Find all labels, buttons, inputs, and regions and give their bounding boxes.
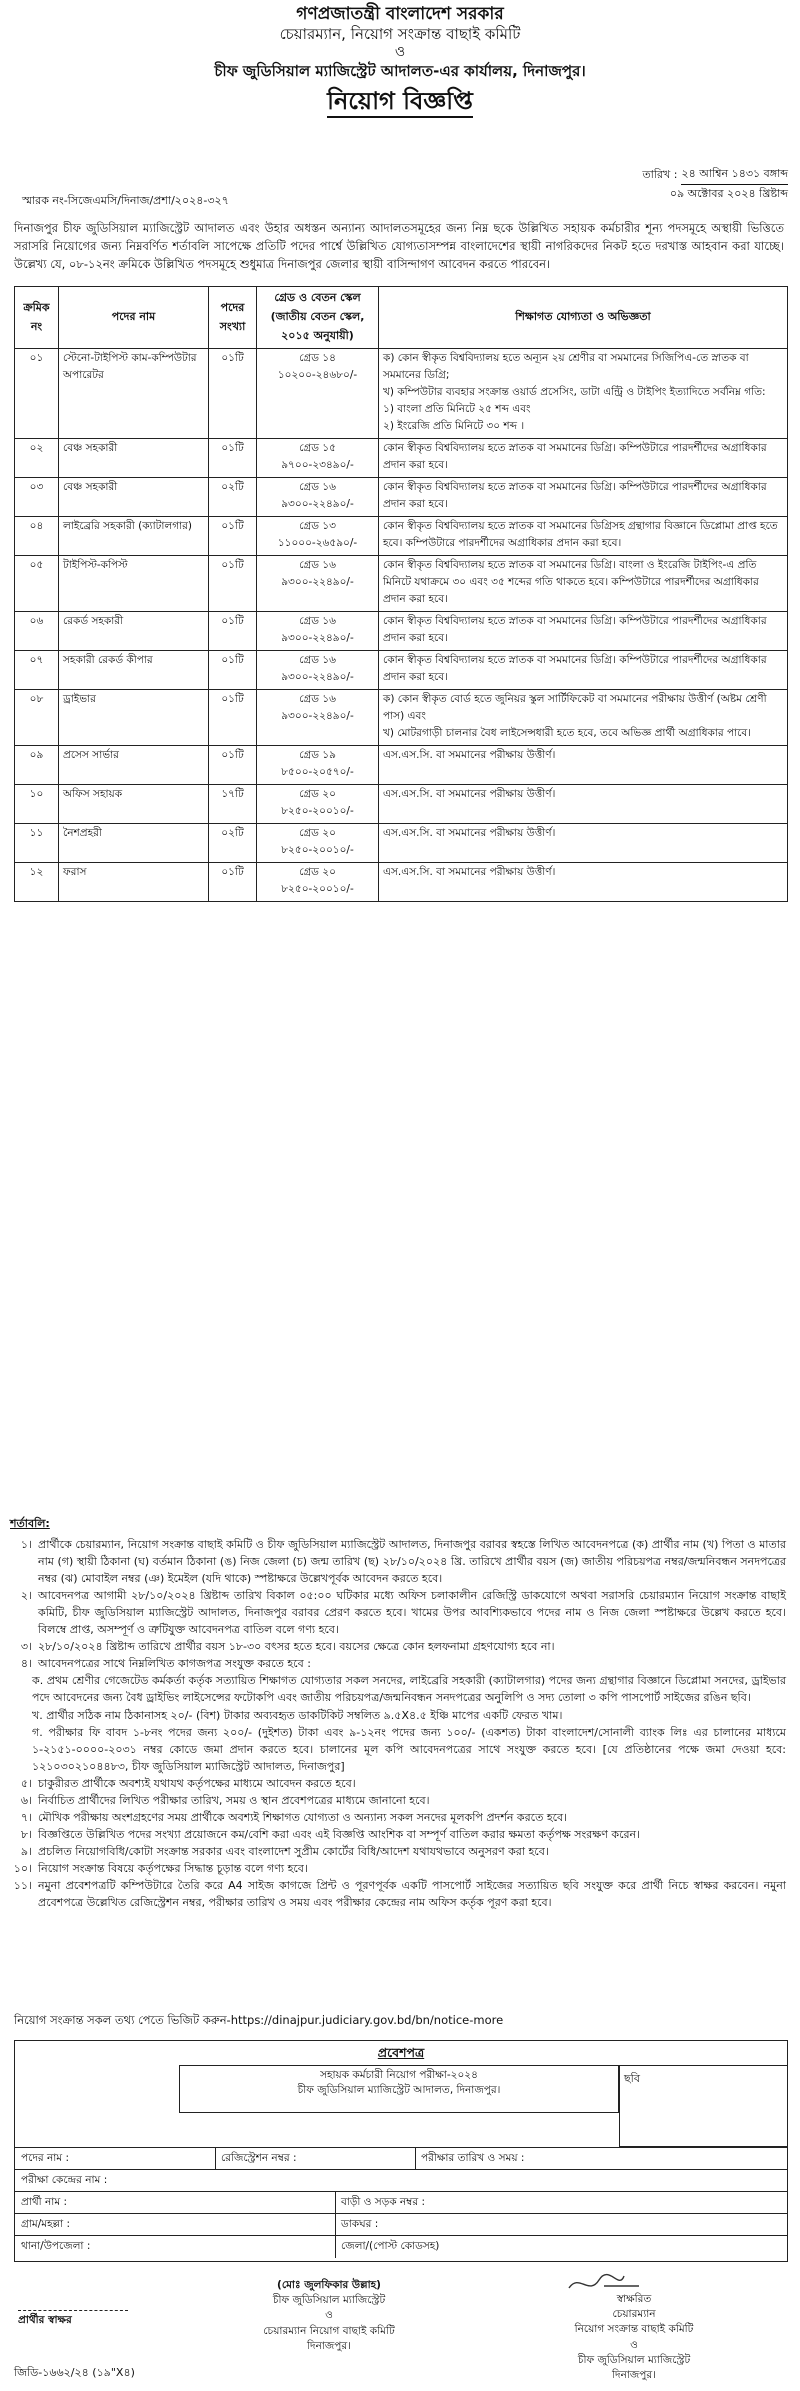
- table-row: [15, 746, 788, 785]
- cell-grade: [257, 349, 379, 439]
- cell-grade-text: গ্রেড ২০: [299, 866, 336, 878]
- cell-post-text: সহকারী রেকর্ড কীপার: [63, 654, 153, 666]
- cell-grade: [257, 690, 379, 746]
- condition-number: ১।: [20, 1538, 32, 1552]
- cell-post-text: লাইব্রেরি সহকারী (ক্যাটালগার): [63, 520, 193, 532]
- date-label: তারিখ :: [642, 167, 678, 181]
- cell-count-text: ০২টি: [221, 481, 244, 493]
- handwritten-signature-icon: [564, 2268, 644, 2298]
- cell-grade-text: গ্রেড ১৬: [299, 615, 336, 627]
- col-qualification: শিক্ষাগত যোগ্যতা ও অভিজ্ঞতা: [379, 287, 788, 349]
- signatory-title-1: চীফ জুডিসিয়াল ম্যাজিস্ট্রেট: [272, 2294, 386, 2307]
- cell-count-text: ০১টি: [221, 559, 244, 571]
- cell-post: [59, 439, 209, 478]
- condition-text: প্রচলিত নিয়োগবিধি/কোটা সংক্রান্ত সরকার এবং বাংলাদেশ সুপ্রীম কোর্টের বিধি/আদেশ যথাযথভাবে অনুসরণ করা হবে।: [38, 1844, 549, 1858]
- condition-item: [10, 1792, 786, 1809]
- condition-item: [10, 1826, 786, 1843]
- cell-post-text: অফিস সহায়ক: [63, 788, 123, 800]
- cell-grade-text: ৯৩০০-২২৪৯০/-: [281, 671, 354, 683]
- committee-name: চেয়ারম্যান, নিয়োগ সংক্রান্ত বাছাই কমিটি: [279, 25, 521, 44]
- cell-qualification-text: কোন স্বীকৃত বিশ্ববিদ্যালয় হতে স্নাতক বা সমমানের ডিগ্রি। কম্পিউটারে পারদর্শীদের অগ্রাধিকার প্রদান করা হবে।: [383, 442, 767, 471]
- cell-post: [59, 785, 209, 824]
- condition-subitem: ক. প্রথম শ্রেণীর গেজেটেড কর্মকর্তা কর্তৃক সত্যায়িত শিক্ষাগত যোগ্যতার সকল সনদের, লাইব্রেরি সহকারী (ক্যাটালগার) পদের জন্য গ্রন্থাগার বিজ্ঞানে ডিপ্লোমা সনদের, ড্রাইভার পদে আবেদনের জন্য বৈধ ড্রাইভিং লাইসেন্সের ফটোকপি এবং জাতীয় পরিচয়পত্র/জন্মনিবন্ধন সনদপত্রের অনুলিপি ও সদ্য তোলা ৩ কপি পাসপোর্ট সাইজের রঙিন ছবি।: [32, 1674, 786, 1705]
- cell-count: [209, 556, 257, 612]
- cell-grade-text: ১০২০০-২৪৬৮০/-: [277, 369, 358, 381]
- cell-qualification-text: ক) কোন স্বীকৃত বোর্ড হতে জুনিয়র স্কুল সার্টিফিকেট বা সমমানের পরীক্ষায় উত্তীর্ণ (অষ্টম শ্রেণী পাস) এবং খ) মোটরগাড়ী চালনার বৈধ লাইসেন্সধারী হতে হবে, তবে অভিজ্ঞ প্রার্থী অগ্রাধিকার পাবে।: [383, 693, 767, 739]
- condition-number: ৭।: [20, 1810, 32, 1824]
- admit-name-label: প্রার্থী নাম :: [21, 2196, 68, 2208]
- cell-serial-text: ০৩: [29, 481, 44, 493]
- notice-title: নিয়োগ বিজ্ঞপ্তি: [327, 86, 473, 118]
- condition-text: চাকুরীরত প্রার্থীকে অবশ্যই যথাযথ কর্তৃপক্ষের মাধ্যমে আবেদন করতে হবে।: [38, 1776, 356, 1790]
- cell-serial: [15, 785, 59, 824]
- admit-photo-label: ছবি: [624, 2072, 640, 2085]
- cell-grade-text: গ্রেড ১৬: [299, 693, 336, 705]
- cell-qualification-text: ক) কোন স্বীকৃত বিশ্ববিদ্যালয় হতে অন্যূন ২য় শ্রেণীর বা সমমানের সিজিপিএ-তে স্নাতক বা সমমানের ডিগ্রি; খ) কম্পিউটার ব্যবহার সংক্রান্ত ওয়ার্ড প্রসেসিং, ডাটা এন্ট্রি ও টাইপিং ইত্যাদিতে সর্বনিম্ন গতি: ১) বাংলা প্রতি মিনিটে ২৫ শব্দ এবং ২) ইংরেজি প্রতি মিনিটে ৩০ শব্দ ।: [383, 352, 766, 432]
- cell-serial-text: ০৮: [29, 693, 44, 705]
- cell-count: [209, 824, 257, 863]
- condition-item: [10, 1775, 786, 1792]
- chairman-title-5: দিনাজপুর।: [612, 2369, 656, 2382]
- cell-grade-text: গ্রেড ১৪: [299, 352, 336, 364]
- cell-count-text: ০১টি: [221, 442, 244, 454]
- condition-text: ২৮/১০/২০২৪ খ্রিষ্টাব্দ তারিখে প্রার্থীর বয়স ১৮-৩০ বৎসর হতে হবে। বয়সের ক্ষেত্রে কোন হলফনামা গ্রহণযোগ্য হবে না।: [38, 1640, 555, 1654]
- cell-serial: [15, 612, 59, 651]
- cell-serial-text: ০২: [29, 442, 44, 454]
- condition-text: মৌখিক পরীক্ষায় অংশগ্রহণের সময় প্রার্থীকে অবশ্যই শিক্ষাগত যোগ্যতা ও অন্যান্য সকল সনদের মূলকপি প্রদর্শন করতে হবে।: [38, 1810, 568, 1824]
- admit-exam-box: [179, 2065, 619, 2113]
- condition-text: নির্বাচিত প্রার্থীদের লিখিত পরীক্ষার তারিখ, সময় ও স্থান প্রবেশপত্রের মাধ্যমে জানানো হবে।: [38, 1793, 430, 1807]
- office-name: চীফ জুডিসিয়াল ম্যাজিস্ট্রেট আদালত-এর কার্যালয়, দিনাজপুর।: [214, 61, 586, 80]
- col-serial: ক্রমিক নং: [15, 287, 59, 349]
- admit-center-label: পরীক্ষা কেন্দ্রের নাম :: [21, 2174, 108, 2186]
- cell-grade: [257, 517, 379, 556]
- cell-qualification-text: এস.এস.সি. বা সমমানের পরীক্ষায় উত্তীর্ণ।: [383, 827, 556, 839]
- condition-number: ৩।: [20, 1640, 32, 1654]
- cell-serial: [15, 439, 59, 478]
- admit-row-center: [15, 2169, 787, 2192]
- cell-count: [209, 746, 257, 785]
- condition-number: ১০।: [13, 1861, 32, 1875]
- table-row: [15, 785, 788, 824]
- intro-paragraph: দিনাজপুর চীফ জুডিসিয়াল ম্যাজিস্ট্রেট আদালত এবং উহার অধস্তন অন্যান্য আদালতসমূহের জন্য নিম্ন ছকে উল্লিখিত সহায়ক কর্মচারীর শূন্য পদসমূহে অস্থায়ী ভিত্তিতে সরাসরি নিয়োগের জন্য নিম্নবর্ণিত শর্তাবলি সাপেক্ষে প্রতিটি পদের পার্শ্বে উল্লিখিত যোগ্যতাসম্পন্ন বাংলাদেশের স্থায়ী নাগরিকদের নিকট হতে দরখাস্ত আহবান করা যাচ্ছে। উল্লেখ্য যে, ০৮-১২নং ক্রমিকে উল্লিখিত পদসমূহে শুধুমাত্র দিনাজপুর জেলার স্থায়ী বাসিন্দাগণ আবেদন করতে পারবেন।: [14, 221, 784, 271]
- cell-grade: [257, 478, 379, 517]
- chief-judicial-signatory: [224, 2278, 434, 2354]
- date-english: ০৯ অক্টোবর ২০২৪ খ্রিষ্টাব্দ: [669, 187, 788, 200]
- cell-post-text: রেকর্ড সহকারী: [63, 615, 124, 627]
- table-header-row: [15, 287, 788, 349]
- condition-item: [10, 1638, 786, 1655]
- cell-count-text: ০১টি: [221, 749, 244, 761]
- cell-serial-text: ০১: [29, 352, 44, 364]
- condition-text: প্রার্থীকে চেয়ারম্যান, নিয়োগ সংক্রান্ত বাছাই কমিটি ও চীফ জুডিসিয়াল ম্যাজিস্ট্রেট আদালত, দিনাজপুর বরাবর স্বহস্তে লিখিত আবেদনপত্রে (ক) প্রার্থীর নাম (খ) পিতা ও মাতার নাম (গ) স্থায়ী ঠিকানা (ঘ) বর্তমান ঠিকানা (ঙ) নিজ জেলা (চ) জন্ম তারিখ (ছ) ২৮/১০/২০২৪ খ্রি. তারিখে প্রার্থীর বয়স (জ) জাতীয় পরিচয়পত্র নম্বর/জন্মনিবন্ধন সনদপত্রের নম্বর (ঝ) মোবাইল নম্বর (ঞ) ইমেইল (যদি থাকে) স্পষ্টাক্ষরে উল্লেখপূর্বক আবেদন করতে হবে।: [38, 1538, 786, 1586]
- footer-code: জিডি-১৬৬২/২৪ (১৯"X৪): [14, 2366, 135, 2379]
- cell-grade-text: ৯৭০০-২৩৪৯০/-: [281, 459, 354, 471]
- cell-count: [209, 612, 257, 651]
- cell-count-text: ০১টি: [221, 866, 244, 878]
- cell-count: [209, 478, 257, 517]
- cell-post-text: নৈশপ্রহরী: [63, 827, 102, 839]
- cell-count-text: ০১টি: [221, 693, 244, 705]
- cell-serial-text: ০৬: [29, 615, 44, 627]
- table-row: [15, 612, 788, 651]
- condition-number: ২।: [20, 1589, 32, 1603]
- website-line: নিয়োগ সংক্রান্ত সকল তথ্য পেতে ভিজিট করুন-https://dinajpur.judiciary.gov.bd/bn/notice-more: [14, 2013, 504, 2027]
- col-post: পদের নাম: [59, 287, 209, 349]
- cell-post-text: ড্রাইভার: [63, 693, 96, 705]
- cell-grade: [257, 746, 379, 785]
- cell-qualification: [379, 746, 788, 785]
- admit-exam-name: সহায়ক কর্মচারী নিয়োগ পরীক্ষা-২০২৪: [320, 2069, 478, 2081]
- table-row: [15, 439, 788, 478]
- signed-label: স্বাক্ষরিত: [616, 2293, 652, 2305]
- table-row: [15, 651, 788, 690]
- admit-row-post: [15, 2147, 787, 2170]
- admit-row-name: [15, 2191, 787, 2214]
- cell-qualification-text: কোন স্বীকৃত বিশ্ববিদ্যালয় হতে স্নাতক বা সমমানের ডিগ্রিসহ গ্রন্থাগার বিজ্ঞানে ডিপ্লোমা প্রাপ্ত হতে হবে। কম্পিউটারে পারদর্শীদের অগ্রাধিকার প্রদান করা হবে।: [383, 520, 778, 549]
- cell-count: [209, 439, 257, 478]
- vacancy-table: [14, 286, 788, 902]
- signatory-title-2: ও: [325, 2309, 333, 2322]
- cell-serial: [15, 478, 59, 517]
- cell-qualification: [379, 612, 788, 651]
- cell-qualification-text: এস.এস.সি. বা সমমানের পরীক্ষায় উত্তীর্ণ।: [383, 866, 556, 878]
- cell-count: [209, 517, 257, 556]
- col-grade: গ্রেড ও বেতন স্কেল (জাতীয় বেতন স্কেল, ২০১৫ অনুযায়ী): [257, 287, 379, 349]
- admit-thana-label: থানা/উপজেলা :: [21, 2240, 91, 2252]
- cell-qualification: [379, 785, 788, 824]
- conditions-heading: শর্তাবলি:: [10, 1517, 50, 1530]
- condition-item: [10, 1860, 786, 1877]
- condition-number: ৬।: [20, 1793, 32, 1807]
- condition-subitem: গ. পরীক্ষার ফি বাবদ ১-৮নং পদের জন্য ২০০/- (দুইশত) টাকা এবং ৯-১২নং পদের জন্য ১০০/- (একশত) টাকা বাংলাদেশ/সোনালী ব্যাংক লিঃ এর চালানের মাধ্যমে ১-২১৫১-০০০০-২০৩১ নম্বর কোডে জমা প্রদান করতে হবে। চালানের মূল কপি আবেদনপত্রের সাথে সংযুক্ত করতে হবে। [যে প্রতিষ্ঠানের পক্ষে জমা দেওয়া হবে: ১২১০৩০২১০৪৪৮৩, চীফ জুডিসিয়াল ম্যাজিস্ট্রেট আদালত, দিনাজপুর]: [32, 1725, 786, 1773]
- header-conjunction: ও: [394, 44, 406, 60]
- cell-post: [59, 478, 209, 517]
- cell-grade-text: গ্রেড ১৫: [299, 442, 336, 454]
- table-row: [15, 517, 788, 556]
- cell-count-text: ০১টি: [221, 615, 244, 627]
- condition-item: [10, 1809, 786, 1826]
- cell-serial-text: ০৭: [29, 654, 44, 666]
- admit-postoffice-label: ডাকঘর :: [341, 2218, 379, 2230]
- condition-number: ৫।: [20, 1776, 32, 1790]
- candidate-signature-label: প্রার্থীর স্বাক্ষর: [18, 2310, 128, 2330]
- cell-post: [59, 690, 209, 746]
- cell-count: [209, 785, 257, 824]
- cell-qualification: [379, 478, 788, 517]
- condition-item: [10, 1655, 786, 1672]
- admit-photo-box: [619, 2065, 787, 2147]
- admit-office: চীফ জুডিসিয়াল ম্যাজিস্ট্রেট আদালত, দিনাজপুর।: [297, 2084, 501, 2097]
- memo-number: স্মারক নং-সিজেএমসি/দিনাজ/প্রশা/২০২৪-৩২৭: [22, 194, 229, 207]
- cell-post-text: টাইপিস্ট-কপিস্ট: [63, 559, 128, 571]
- chairman-title-4: চীফ জুডিসিয়াল ম্যাজিস্ট্রেট: [577, 2353, 691, 2366]
- govt-name: গণপ্রজাতন্ত্রী বাংলাদেশ সরকার: [296, 4, 504, 24]
- admit-exam-label: পরীক্ষার তারিখ ও সময় :: [421, 2152, 525, 2164]
- cell-qualification: [379, 556, 788, 612]
- cell-grade-text: ৮২৫০-২০০১০/-: [281, 844, 354, 856]
- cell-grade-text: গ্রেড ১৬: [299, 481, 336, 493]
- condition-text: নিয়োগ সংক্রান্ত বিষয়ে কর্তৃপক্ষের সিদ্ধান্ত চূড়ান্ত বলে গণ্য হবে।: [38, 1861, 308, 1875]
- cell-serial-text: ১১: [29, 827, 44, 839]
- signatory-name: (মোঃ জুলফিকার উল্লাহ): [277, 2279, 381, 2291]
- cell-serial: [15, 349, 59, 439]
- cell-qualification: [379, 651, 788, 690]
- cell-grade: [257, 824, 379, 863]
- cell-grade-text: ৮২৫০-২০০১০/-: [281, 883, 354, 895]
- condition-text: আবেদনপত্রের সাথে নিম্নলিখিত কাগজপত্র সংযুক্ত করতে হবে :: [38, 1657, 311, 1671]
- cell-grade-text: ৯৩০০-২২৪৯০/-: [281, 632, 354, 644]
- cell-post-text: বেঞ্চ সহকারী: [63, 481, 118, 493]
- cell-grade: [257, 556, 379, 612]
- cell-grade: [257, 612, 379, 651]
- cell-grade-text: গ্রেড ১৯: [299, 749, 336, 761]
- admit-village-label: গ্রাম/মহল্লা :: [21, 2218, 71, 2230]
- cell-grade-text: গ্রেড ১৬: [299, 559, 336, 571]
- cell-qualification-text: কোন স্বীকৃত বিশ্ববিদ্যালয় হতে স্নাতক বা সমমানের ডিগ্রি। কম্পিউটারে পারদর্শীদের অগ্রাধিকার প্রদান করা হবে।: [383, 615, 767, 644]
- cell-serial: [15, 746, 59, 785]
- cell-grade-text: গ্রেড ২০: [299, 827, 336, 839]
- condition-number: ৯।: [20, 1844, 32, 1858]
- condition-subitem: খ. প্রার্থীর সঠিক নাম ঠিকানাসহ ২০/- (বিশ) টাকার অব্যবহৃত ডাকটিকিট সম্বলিত ৯.৫X৪.৫ ইঞ্চি মাপের একটি ফেরত খাম।: [32, 1708, 563, 1722]
- condition-item: [10, 1536, 786, 1587]
- cell-serial-text: ১২: [29, 866, 44, 878]
- conditions-section: [10, 1515, 786, 1911]
- cell-qualification-text: কোন স্বীকৃত বিশ্ববিদ্যালয় হতে স্নাতক বা সমমানের ডিগ্রি। বাংলা ও ইংরেজি টাইপিং-এ প্রতি মিনিটে যথাক্রমে ৩০ এবং ৩৫ শব্দের গতি থাকতে হবে। কম্পিউটারে পারদর্শীদের অগ্রাধিকার প্রদান করা হবে।: [383, 559, 759, 605]
- cell-grade-text: গ্রেড ২০: [299, 788, 336, 800]
- cell-post: [59, 863, 209, 902]
- condition-number: ৮।: [20, 1827, 32, 1841]
- cell-count: [209, 863, 257, 902]
- cell-grade-text: ৯৩০০-২২৪৯০/-: [281, 576, 354, 588]
- cell-post-text: বেঞ্চ সহকারী: [63, 442, 118, 454]
- cell-grade-text: ৯৩০০-২২৪৯০/-: [281, 498, 354, 510]
- cell-grade: [257, 439, 379, 478]
- chairman-title-1: চেয়ারম্যান: [612, 2308, 656, 2321]
- admit-post-label: পদের নাম :: [21, 2152, 69, 2164]
- cell-grade-text: গ্রেড ১৩: [299, 520, 336, 532]
- cell-qualification: [379, 690, 788, 746]
- cell-serial-text: ০৪: [29, 520, 44, 532]
- admit-district-label: জেলা/(পোস্ট কোডসহ): [341, 2240, 440, 2252]
- cell-count-text: ০১টি: [221, 654, 244, 666]
- cell-post: [59, 556, 209, 612]
- cell-qualification-text: কোন স্বীকৃত বিশ্ববিদ্যালয় হতে স্নাতক বা সমমানের ডিগ্রি। কম্পিউটারে পারদর্শীদের অগ্রাধিকার প্রদান করা হবে।: [383, 481, 767, 510]
- cell-grade-text: ৮২৫০-২০০১০/-: [281, 805, 354, 817]
- cell-serial: [15, 690, 59, 746]
- cell-qualification: [379, 349, 788, 439]
- cell-grade-text: গ্রেড ১৬: [299, 654, 336, 666]
- cell-count-text: ০১টি: [221, 520, 244, 532]
- cell-post: [59, 517, 209, 556]
- table-row: [15, 556, 788, 612]
- cell-post: [59, 612, 209, 651]
- cell-serial-text: ০৫: [29, 559, 44, 571]
- cell-count: [209, 651, 257, 690]
- cell-qualification: [379, 439, 788, 478]
- cell-grade: [257, 785, 379, 824]
- cell-count: [209, 690, 257, 746]
- admit-house-label: বাড়ী ও সড়ক নম্বর :: [341, 2196, 426, 2208]
- table-row: [15, 690, 788, 746]
- cell-serial: [15, 651, 59, 690]
- condition-text: বিজ্ঞপ্তিতে উল্লিখিত পদের সংখ্যা প্রয়োজনে কম/বেশি করা এবং এই বিজ্ঞপ্তি আংশিক বা সম্পূর্ণ বাতিল করার ক্ষমতা কর্তৃপক্ষ সংরক্ষণ করেন।: [38, 1827, 641, 1841]
- signatory-title-4: দিনাজপুর।: [307, 2339, 351, 2352]
- cell-post-text: ফরাস: [63, 866, 87, 878]
- cell-qualification-text: এস.এস.সি. বা সমমানের পরীক্ষায় উত্তীর্ণ।: [383, 749, 556, 761]
- cell-count-text: ১৭টি: [221, 788, 244, 800]
- signatory-title-3: চেয়ারম্যান নিয়োগ বাছাই কমিটি: [263, 2324, 395, 2337]
- cell-serial-text: ১০: [29, 788, 44, 800]
- cell-qualification: [379, 863, 788, 902]
- admit-reg-label: রেজিস্ট্রেশন নম্বর :: [221, 2152, 297, 2164]
- cell-post-text: স্টেনো-টাইপিস্ট কাম-কম্পিউটার অপারেটর: [63, 352, 197, 381]
- cell-grade-text: ১১০০০-২৬৫৯০/-: [277, 537, 358, 549]
- cell-serial-text: ০৯: [29, 749, 44, 761]
- cell-serial: [15, 556, 59, 612]
- cell-post: [59, 824, 209, 863]
- condition-number: ১১।: [13, 1878, 32, 1892]
- cell-grade: [257, 863, 379, 902]
- cell-count: [209, 349, 257, 439]
- condition-item: [10, 1877, 786, 1911]
- cell-qualification-text: এস.এস.সি. বা সমমানের পরীক্ষায় উত্তীর্ণ।: [383, 788, 556, 800]
- cell-grade: [257, 651, 379, 690]
- admit-title: প্রবেশপত্র: [377, 2045, 425, 2060]
- cell-serial: [15, 824, 59, 863]
- cell-grade-text: ৮৫০০-২০৫৭০/-: [281, 766, 354, 778]
- cell-post: [59, 651, 209, 690]
- condition-item: [10, 1843, 786, 1860]
- chairman-title-3: ও: [630, 2338, 638, 2351]
- cell-post: [59, 349, 209, 439]
- col-count: পদের সংখ্যা: [209, 287, 257, 349]
- cell-serial: [15, 517, 59, 556]
- table-row: [15, 863, 788, 902]
- cell-qualification: [379, 517, 788, 556]
- cell-post: [59, 746, 209, 785]
- cell-count-text: ০২টি: [221, 827, 244, 839]
- table-row: [15, 824, 788, 863]
- cell-grade-text: ৯৩০০-২২৪৯০/-: [281, 710, 354, 722]
- notice-header: [8, 0, 792, 118]
- committee-chairman-signatory: [484, 2270, 784, 2383]
- cell-qualification-text: কোন স্বীকৃত বিশ্ববিদ্যালয় হতে স্নাতক বা সমমানের ডিগ্রি। কম্পিউটারে পারদর্শীদের অগ্রাধিকার প্রদান করা হবে।: [383, 654, 767, 683]
- admit-row-thana: [15, 2235, 787, 2258]
- condition-item: [10, 1587, 786, 1638]
- admit-card: [14, 2040, 788, 2262]
- admit-row-village: [15, 2213, 787, 2236]
- chairman-title-2: নিয়োগ সংক্রান্ত বাছাই কমিটি: [574, 2323, 694, 2336]
- cell-post-text: প্রসেস সার্ভার: [63, 749, 119, 761]
- table-row: [15, 349, 788, 439]
- cell-serial: [15, 863, 59, 902]
- cell-qualification: [379, 824, 788, 863]
- table-row: [15, 478, 788, 517]
- date-bangla: ২৪ আশ্বিন ১৪৩১ বঙ্গাব্দ: [681, 165, 788, 185]
- cell-count-text: ০১টি: [221, 352, 244, 364]
- condition-text: নমুনা প্রবেশপত্রটি কম্পিউটারে তৈরি করে A4 সাইজ কাগজে প্রিন্ট ও পূরণপূর্বক একটি পাসপোর্ট সাইজের সত্যায়িত ছবি সংযুক্ত করে প্রার্থী নিচে স্বাক্ষর করবেন। নমুনা প্রবেশপত্রে উল্লেখিত রেজিস্ট্রেশন নম্বর, পরীক্ষার তারিখ ও সময় এবং পরীক্ষার কেন্দ্রের নাম অফিস কর্তৃক পূরণ করা হবে।: [38, 1878, 786, 1910]
- date-block: [642, 165, 788, 204]
- condition-number: ৪।: [20, 1657, 32, 1671]
- condition-text: আবেদনপত্র আগামী ২৮/১০/২০২৪ খ্রিষ্টাব্দ তারিখ বিকাল ০৫:০০ ঘটিকার মধ্যে অফিস চলাকালীন রেজিস্ট্রি ডাকযোগে অথবা সরাসরি চেয়ারম্যান নিয়োগ সংক্রান্ত বাছাই কমিটি, চীফ জুডিসিয়াল ম্যাজিস্ট্রেট আদালত, দিনাজপুর বরাবর প্রেরণ করতে হবে। খামের উপর আবশ্যিকভাবে পদের নাম ও নিজ জেলা স্পষ্টাক্ষরে উল্লেখ করতে হবে। বিলম্বে প্রাপ্ত, অসম্পূর্ণ ও ত্রুটিযুক্ত আবেদনপত্র বাতিল বলে গণ্য হবে।: [38, 1589, 786, 1637]
